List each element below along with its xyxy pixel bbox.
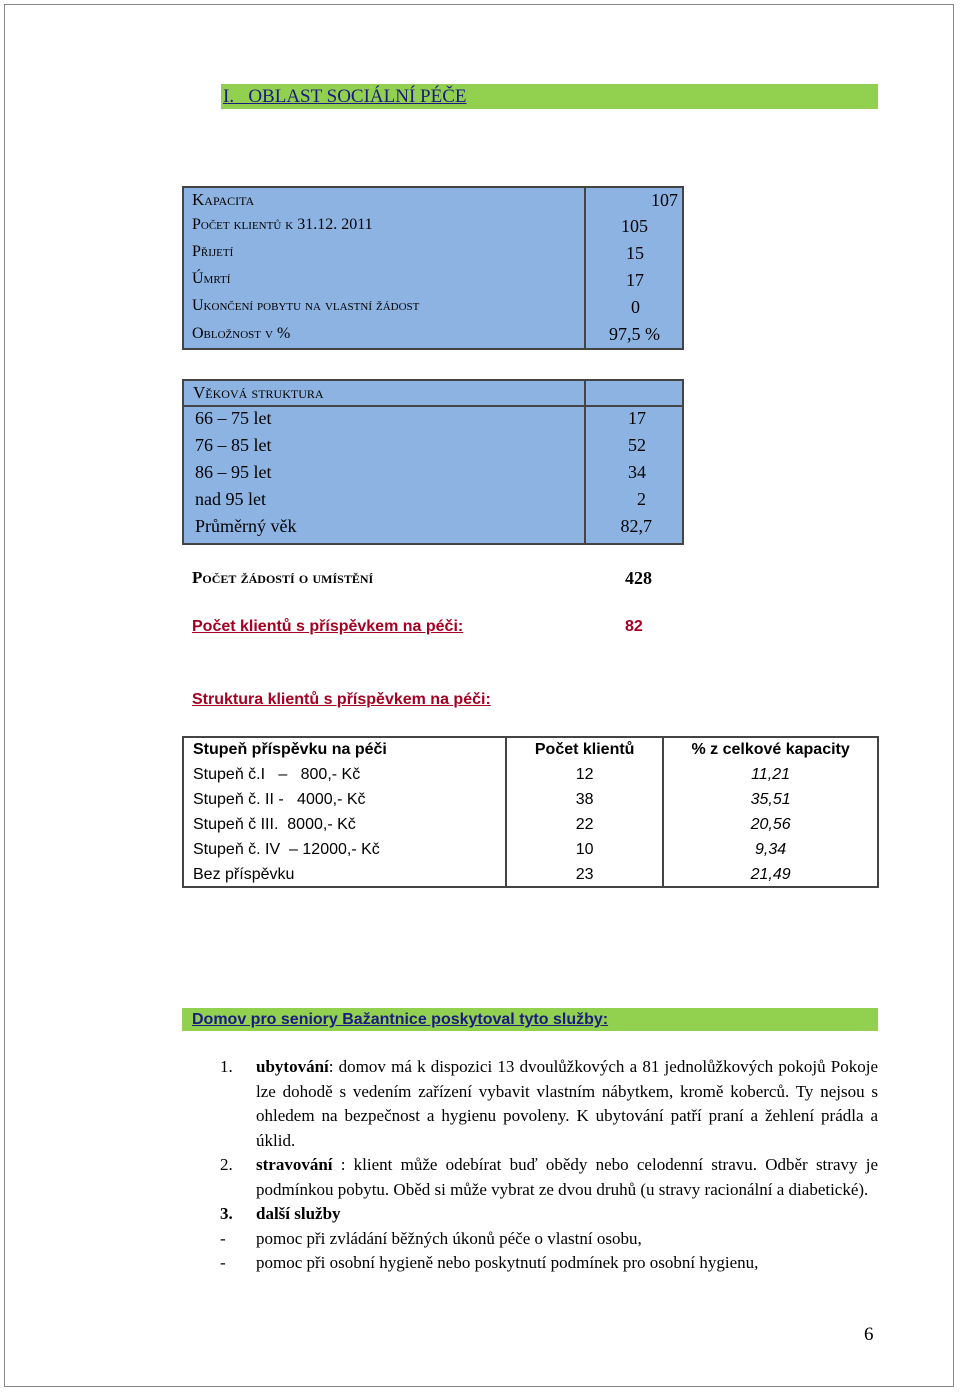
- service-text: [256, 1153, 878, 1202]
- allowance-row-count: 38: [575, 791, 594, 808]
- service-item-other: [220, 1202, 878, 1227]
- allowance-counts-cell: [506, 737, 663, 887]
- service-title: stravování: [256, 1155, 333, 1174]
- average-age-value: 82,7: [620, 516, 652, 536]
- age-header-cell: [183, 380, 585, 406]
- capacity-value: 107: [651, 190, 678, 210]
- age-header-empty: [585, 380, 683, 406]
- deaths-label: Úmrtí: [192, 270, 231, 287]
- allowance-row-percent: 35,51: [750, 791, 791, 808]
- service-title: další služby: [256, 1204, 341, 1223]
- service-bullet: [220, 1227, 878, 1252]
- allowance-header-count: Počet klientů: [534, 741, 635, 758]
- service-text: [256, 1202, 878, 1227]
- allowance-row-count: 23: [575, 866, 594, 883]
- allowance-row-label: Stupeň č III. 8000,- Kč: [193, 816, 356, 833]
- allowance-table: [182, 736, 879, 888]
- age-row-label: nad 95 let: [195, 489, 266, 509]
- service-number: 3.: [220, 1204, 233, 1223]
- average-age-label: Průměrný věk: [195, 516, 297, 536]
- service-item-meals: [220, 1153, 878, 1202]
- section-number: I.: [223, 86, 235, 107]
- age-row-value: 17: [628, 408, 646, 428]
- age-labels-cell: [183, 406, 585, 544]
- age-values-cell: [585, 406, 683, 544]
- age-row-label: 76 – 85 let: [195, 435, 272, 455]
- services-heading: Domov pro seniory Bažantnice poskytoval tyto služby:: [192, 1011, 609, 1028]
- section-title-text: OBLAST SOCIÁLNÍ PÉČE: [248, 86, 467, 107]
- capacity-values-cell: [585, 187, 683, 349]
- age-row-value: 2: [637, 489, 646, 509]
- section-title-bar: [221, 84, 878, 109]
- age-structure-table: [182, 379, 684, 545]
- age-row-label: 66 – 75 let: [195, 408, 272, 428]
- age-header: Věková struktura: [193, 383, 324, 402]
- allowance-row-percent: 9,34: [755, 841, 787, 858]
- allowance-row-percent: 21,49: [750, 866, 791, 883]
- bullet-text: pomoc při zvládání běžných úkonů péče o vlastní osobu,: [256, 1228, 642, 1248]
- capacity-label: Kapacita: [192, 190, 255, 209]
- bullet-dash: -: [220, 1228, 226, 1248]
- requests-value: 428: [625, 568, 652, 588]
- age-row-value: 34: [628, 462, 646, 482]
- occupancy-label: Obložnost v %: [192, 325, 291, 342]
- allowance-clients-value: 82: [625, 618, 643, 635]
- deaths-value: 17: [626, 270, 644, 290]
- allowance-clients-label: Počet klientů s příspěvkem na péči:: [192, 618, 464, 635]
- allowance-header-percent: % z celkové kapacity: [691, 741, 850, 758]
- clients-value: 105: [621, 216, 648, 236]
- service-title: ubytování: [256, 1057, 329, 1076]
- bullet-dash: -: [220, 1253, 226, 1272]
- bullet-text: pomoc při osobní hygieně nebo poskytnutí podmínek pro osobní hygienu,: [256, 1253, 759, 1272]
- service-item-accommodation: [220, 1055, 878, 1153]
- allowance-header-level: Stupeň příspěvku na péči: [193, 741, 387, 758]
- age-row-label: 86 – 95 let: [195, 462, 272, 482]
- requests-label: Počet žádostí o umístění: [192, 568, 374, 587]
- service-number: 2.: [220, 1155, 233, 1174]
- age-row-value: 52: [628, 435, 646, 455]
- services-list: [220, 1055, 878, 1276]
- allowance-row-label: Bez příspěvku: [193, 866, 295, 883]
- service-number: 1.: [220, 1057, 233, 1076]
- terminated-label: Ukončení pobytu na vlastní žádost: [192, 297, 420, 314]
- structure-heading: Struktura klientů s příspěvkem na péči:: [192, 691, 491, 708]
- terminated-value: 0: [631, 297, 640, 317]
- allowance-row-percent: 20,56: [750, 816, 791, 833]
- allowance-row-label: Stupeň č. IV – 12000,- Kč: [193, 841, 380, 858]
- allowance-row-percent: 11,21: [751, 766, 791, 783]
- capacity-table: [182, 186, 684, 350]
- allowance-row-label: Stupeň č. II - 4000,- Kč: [193, 791, 366, 808]
- allowance-row-count: 10: [575, 841, 594, 858]
- page-number: 6: [864, 1324, 874, 1345]
- allowance-labels-cell: [183, 737, 506, 887]
- allowance-percent-cell: [663, 737, 878, 887]
- capacity-labels-cell: [183, 187, 585, 349]
- allowance-row-count: 22: [575, 816, 594, 833]
- service-description: : domov má k dispozici 13 dvoulůžkových a 81 jednolůžkových pokojů Pokoje lze dohodě s vedením zařízení vybavit vlastním nábytkem, kromě koberců. Ty nejsou s ohledem na bezpečnost a hygienu povoleny. K ubytování patří praní a žehlení prádla a úklid.: [256, 1057, 878, 1150]
- allowance-row-count: 12: [575, 766, 594, 783]
- services-heading-bar: [182, 1008, 878, 1031]
- allowance-row-label: Stupeň č.I – 800,- Kč: [193, 766, 361, 783]
- section-title: [223, 86, 467, 108]
- service-description: : klient může odebírat buď obědy nebo celodenní stravu. Odběr stravy je podmínkou pobytu. Oběd si může vybrat ze dvou druhů (u stravy racionální a diabetické).: [256, 1155, 878, 1199]
- service-bullet: [220, 1251, 878, 1276]
- clients-label: Počet klientů k 31.12. 2011: [192, 216, 373, 233]
- admissions-label: Přijetí: [192, 243, 234, 260]
- service-text: [256, 1055, 878, 1153]
- admissions-value: 15: [626, 243, 644, 263]
- occupancy-value: 97,5 %: [609, 324, 660, 344]
